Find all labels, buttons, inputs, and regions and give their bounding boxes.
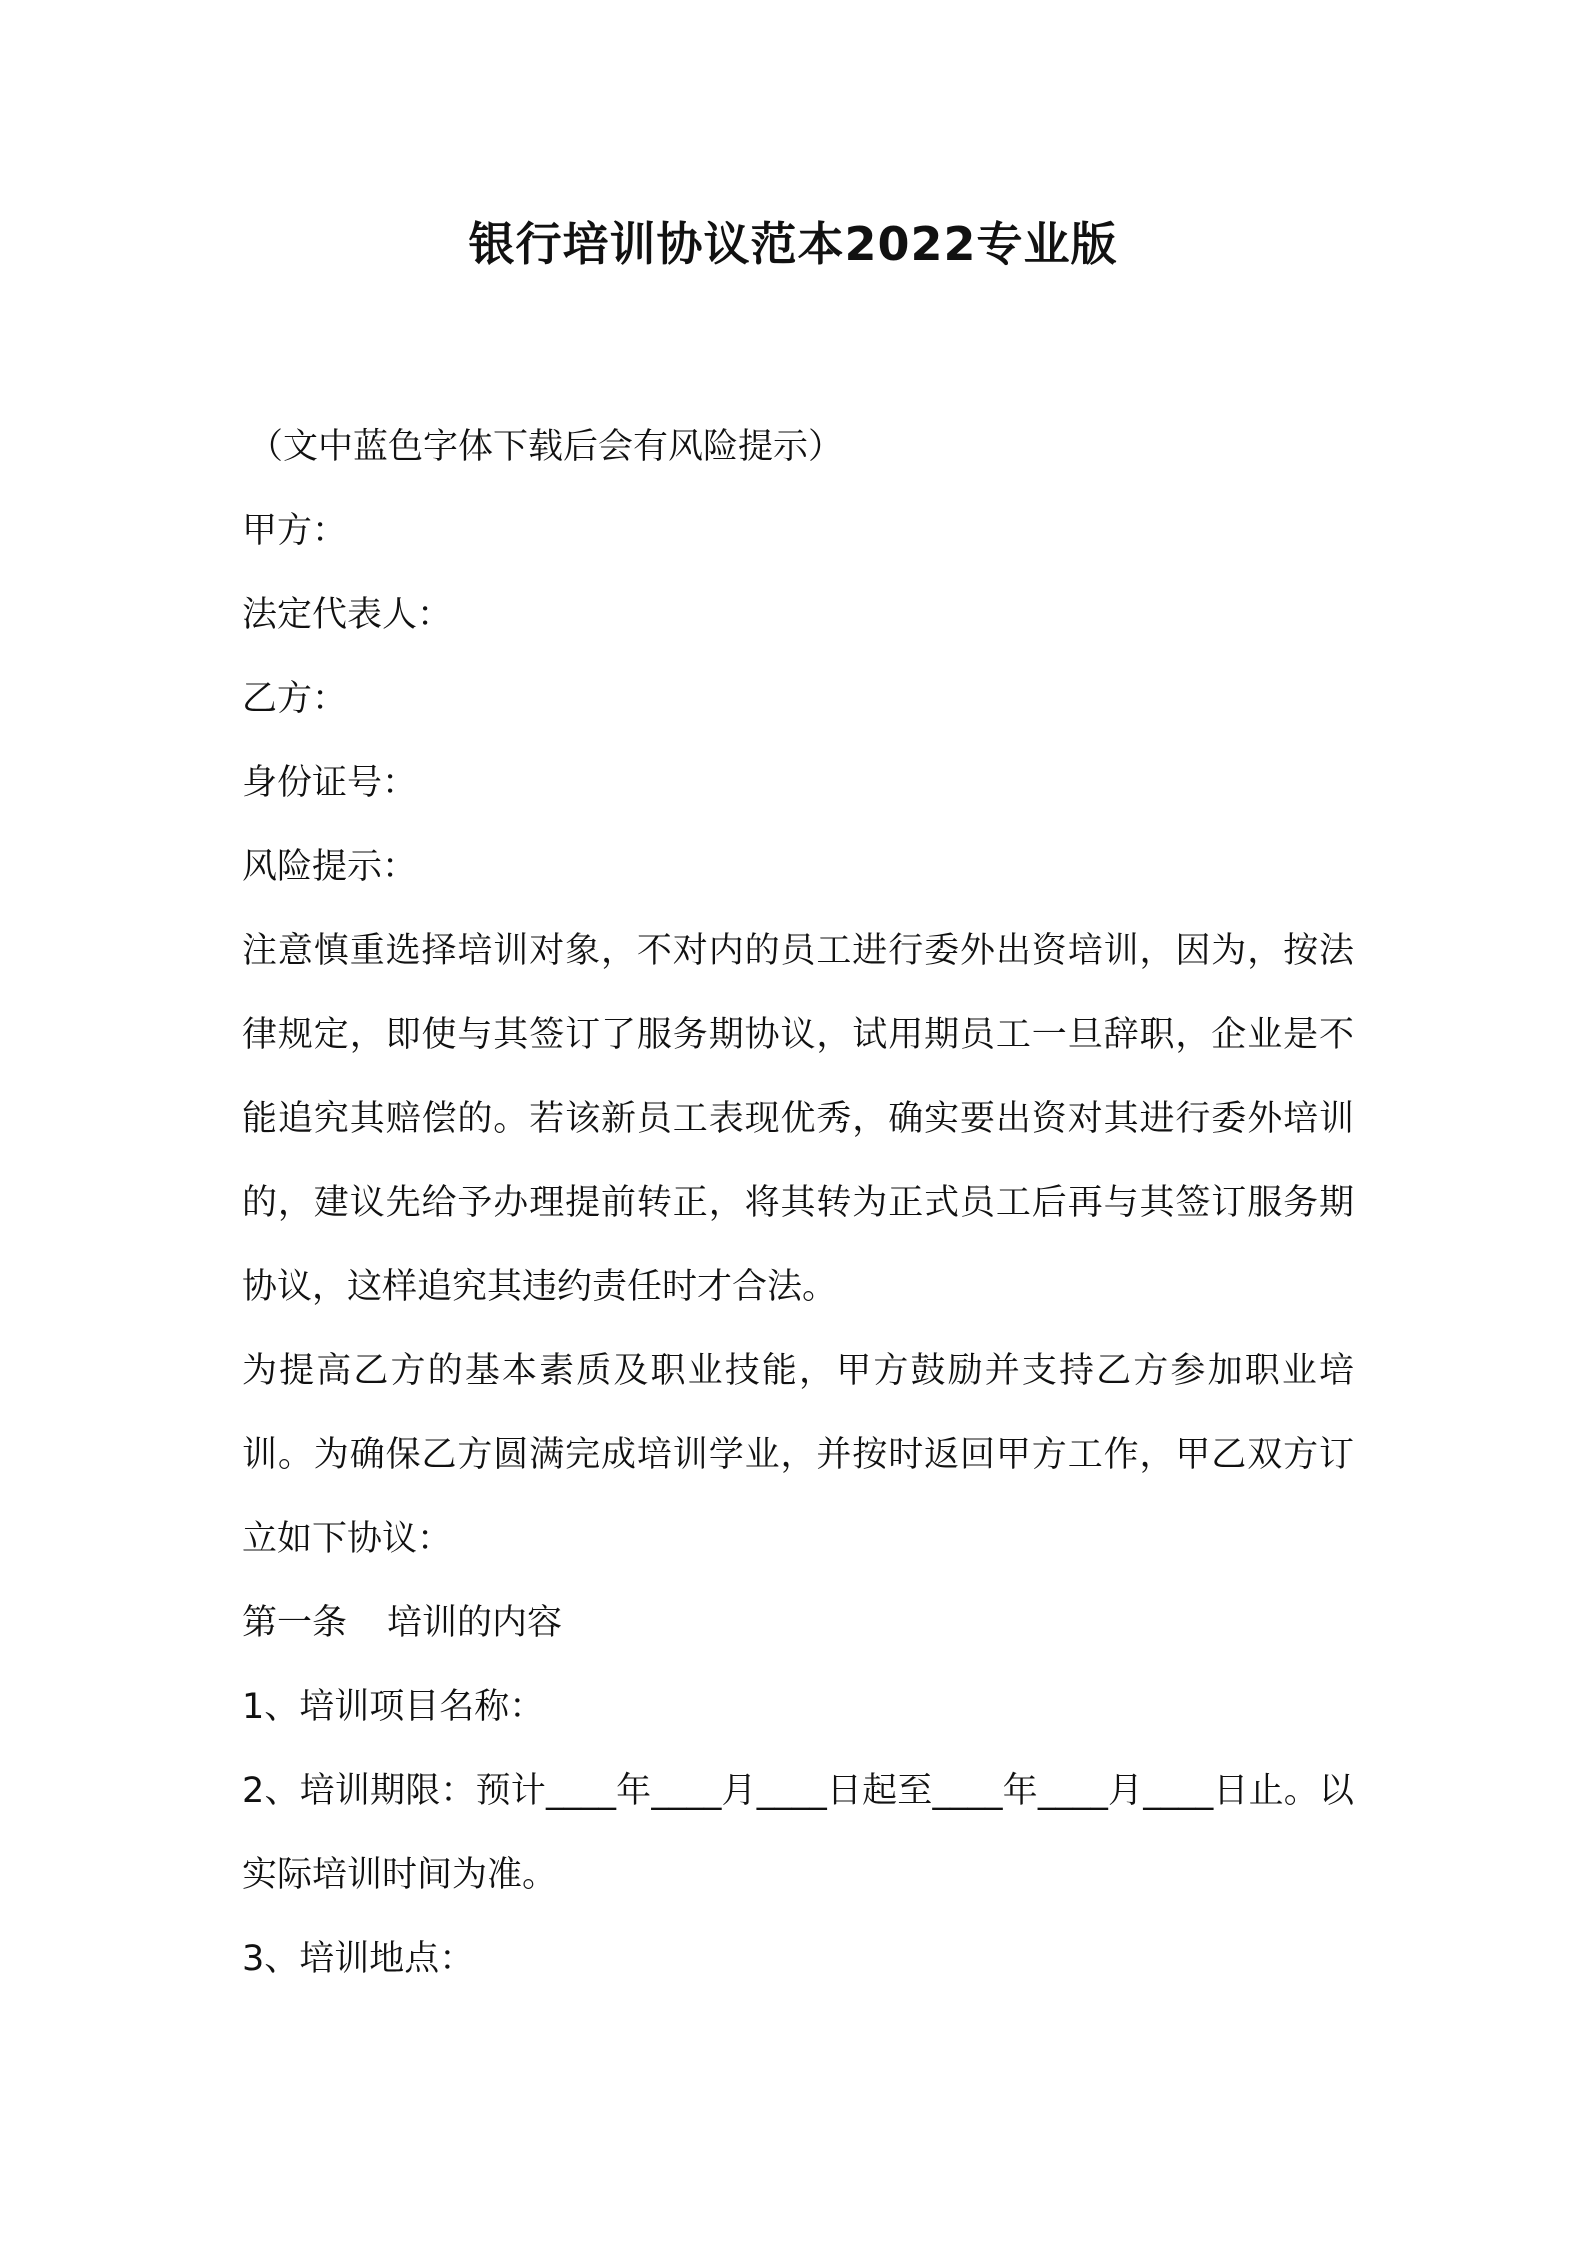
item-2-training-period: 2、培训期限：预计____年____月____日起至____年____月____日止。以实际培训时间为准。	[242, 1771, 1354, 1895]
party-a-field: 甲方：	[242, 511, 348, 551]
item-3-training-location: 3、培训地点：	[242, 1939, 475, 1979]
risk-paragraph: 注意慎重选择培训对象，不对内的员工进行委外出资培训，因为，按法律规定，即使与其签订了服务期协议，试用期员工一旦辞职，企业是不能追究其赔偿的。若该新员工表现优秀，确实要出资对其进行委外培训的，建议先给予办理提前转正，将其转为正式员工后再与其签订服务期协议，这样追究其违约责任时才合法。	[242, 931, 1354, 1307]
party-b-field: 乙方：	[242, 679, 348, 719]
article-1-title: 培训的内容	[387, 1603, 563, 1643]
legal-representative-field: 法定代表人：	[242, 595, 453, 635]
document-title: 银行培训协议范本2022专业版	[468, 217, 1118, 271]
article-1-heading	[242, 1581, 1354, 1665]
intro-paragraph: 为提高乙方的基本素质及职业技能，甲方鼓励并支持乙方参加职业培训。为确保乙方圆满完成培训学业，并按时返回甲方工作，甲乙双方订立如下协议：	[242, 1351, 1354, 1559]
risk-label: 风险提示：	[242, 847, 418, 887]
item-1-project-name: 1、培训项目名称：	[242, 1687, 545, 1727]
article-1-number: 第一条	[242, 1603, 348, 1643]
download-note: （文中蓝色字体下载后会有风险提示）	[248, 427, 844, 467]
document-body	[242, 405, 1354, 2001]
id-number-field: 身份证号：	[242, 763, 418, 803]
